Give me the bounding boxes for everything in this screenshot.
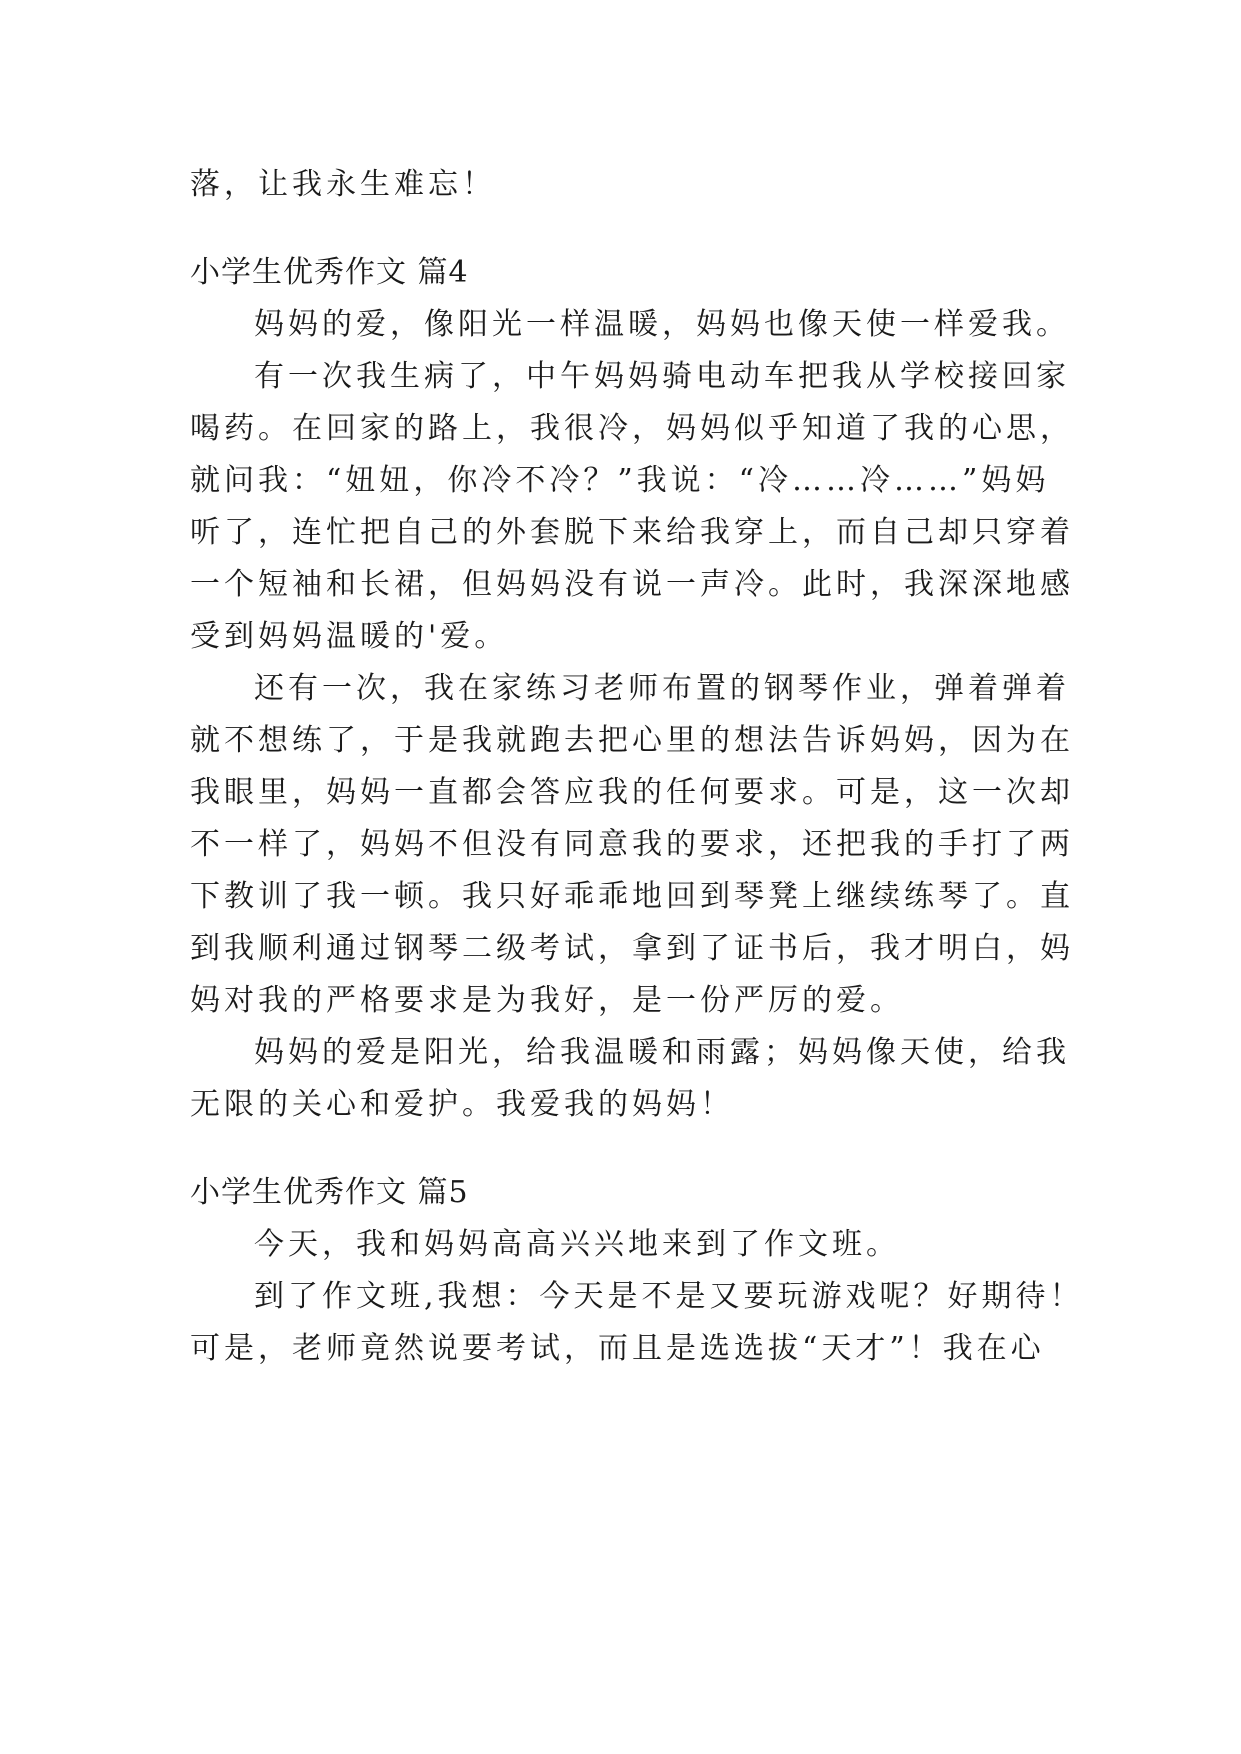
paragraph-line: 妈对我的严格要求是为我好，是一份严厉的爱。	[190, 983, 904, 1018]
paragraph-line: 妈妈的爱是阳光，给我温暖和雨露；妈妈像天使，给我	[254, 1035, 1070, 1070]
paragraph-line: 到了作文班,我想：今天是不是又要玩游戏呢？好期待！	[254, 1279, 1084, 1314]
paragraph-line: 无限的关心和爱护。我爱我的妈妈！	[190, 1087, 734, 1122]
paragraph-line: 我眼里，妈妈一直都会答应我的任何要求。可是，这一次却	[190, 775, 1074, 810]
paragraph-line: 就不想练了，于是我就跑去把心里的想法告诉妈妈，因为在	[190, 723, 1074, 758]
carryover-line: 落，让我永生难忘！	[190, 167, 496, 202]
paragraph-line: 可是，老师竟然说要考试，而且是选选拔“天才”！我在心	[190, 1331, 1045, 1366]
paragraph-line: 有一次我生病了，中午妈妈骑电动车把我从学校接回家	[254, 359, 1070, 394]
paragraph-line: 一个短袖和长裙，但妈妈没有说一声冷。此时，我深深地感	[190, 567, 1074, 602]
paragraph-line: 妈妈的爱，像阳光一样温暖，妈妈也像天使一样爱我。	[254, 307, 1070, 342]
section-heading-4: 小学生优秀作文 篇4	[190, 255, 469, 290]
section-heading-5: 小学生优秀作文 篇5	[190, 1175, 469, 1210]
paragraph-line: 今天，我和妈妈高高兴兴地来到了作文班。	[254, 1227, 900, 1262]
paragraph-line: 就问我：“妞妞，你冷不冷？”我说：“冷……冷……”妈妈	[190, 463, 1050, 498]
paragraph-line: 到我顺利通过钢琴二级考试，拿到了证书后，我才明白，妈	[190, 931, 1074, 966]
paragraph-line: 受到妈妈温暖的'爱。	[190, 619, 509, 654]
paragraph-line: 不一样了，妈妈不但没有同意我的要求，还把我的手打了两	[190, 827, 1074, 862]
paragraph-line: 听了，连忙把自己的外套脱下来给我穿上，而自己却只穿着	[190, 515, 1074, 550]
paragraph-line: 下教训了我一顿。我只好乖乖地回到琴凳上继续练琴了。直	[190, 879, 1074, 914]
paragraph-line: 还有一次，我在家练习老师布置的钢琴作业，弹着弹着	[254, 671, 1070, 706]
paragraph-line: 喝药。在回家的路上，我很冷，妈妈似乎知道了我的心思，	[190, 411, 1074, 446]
